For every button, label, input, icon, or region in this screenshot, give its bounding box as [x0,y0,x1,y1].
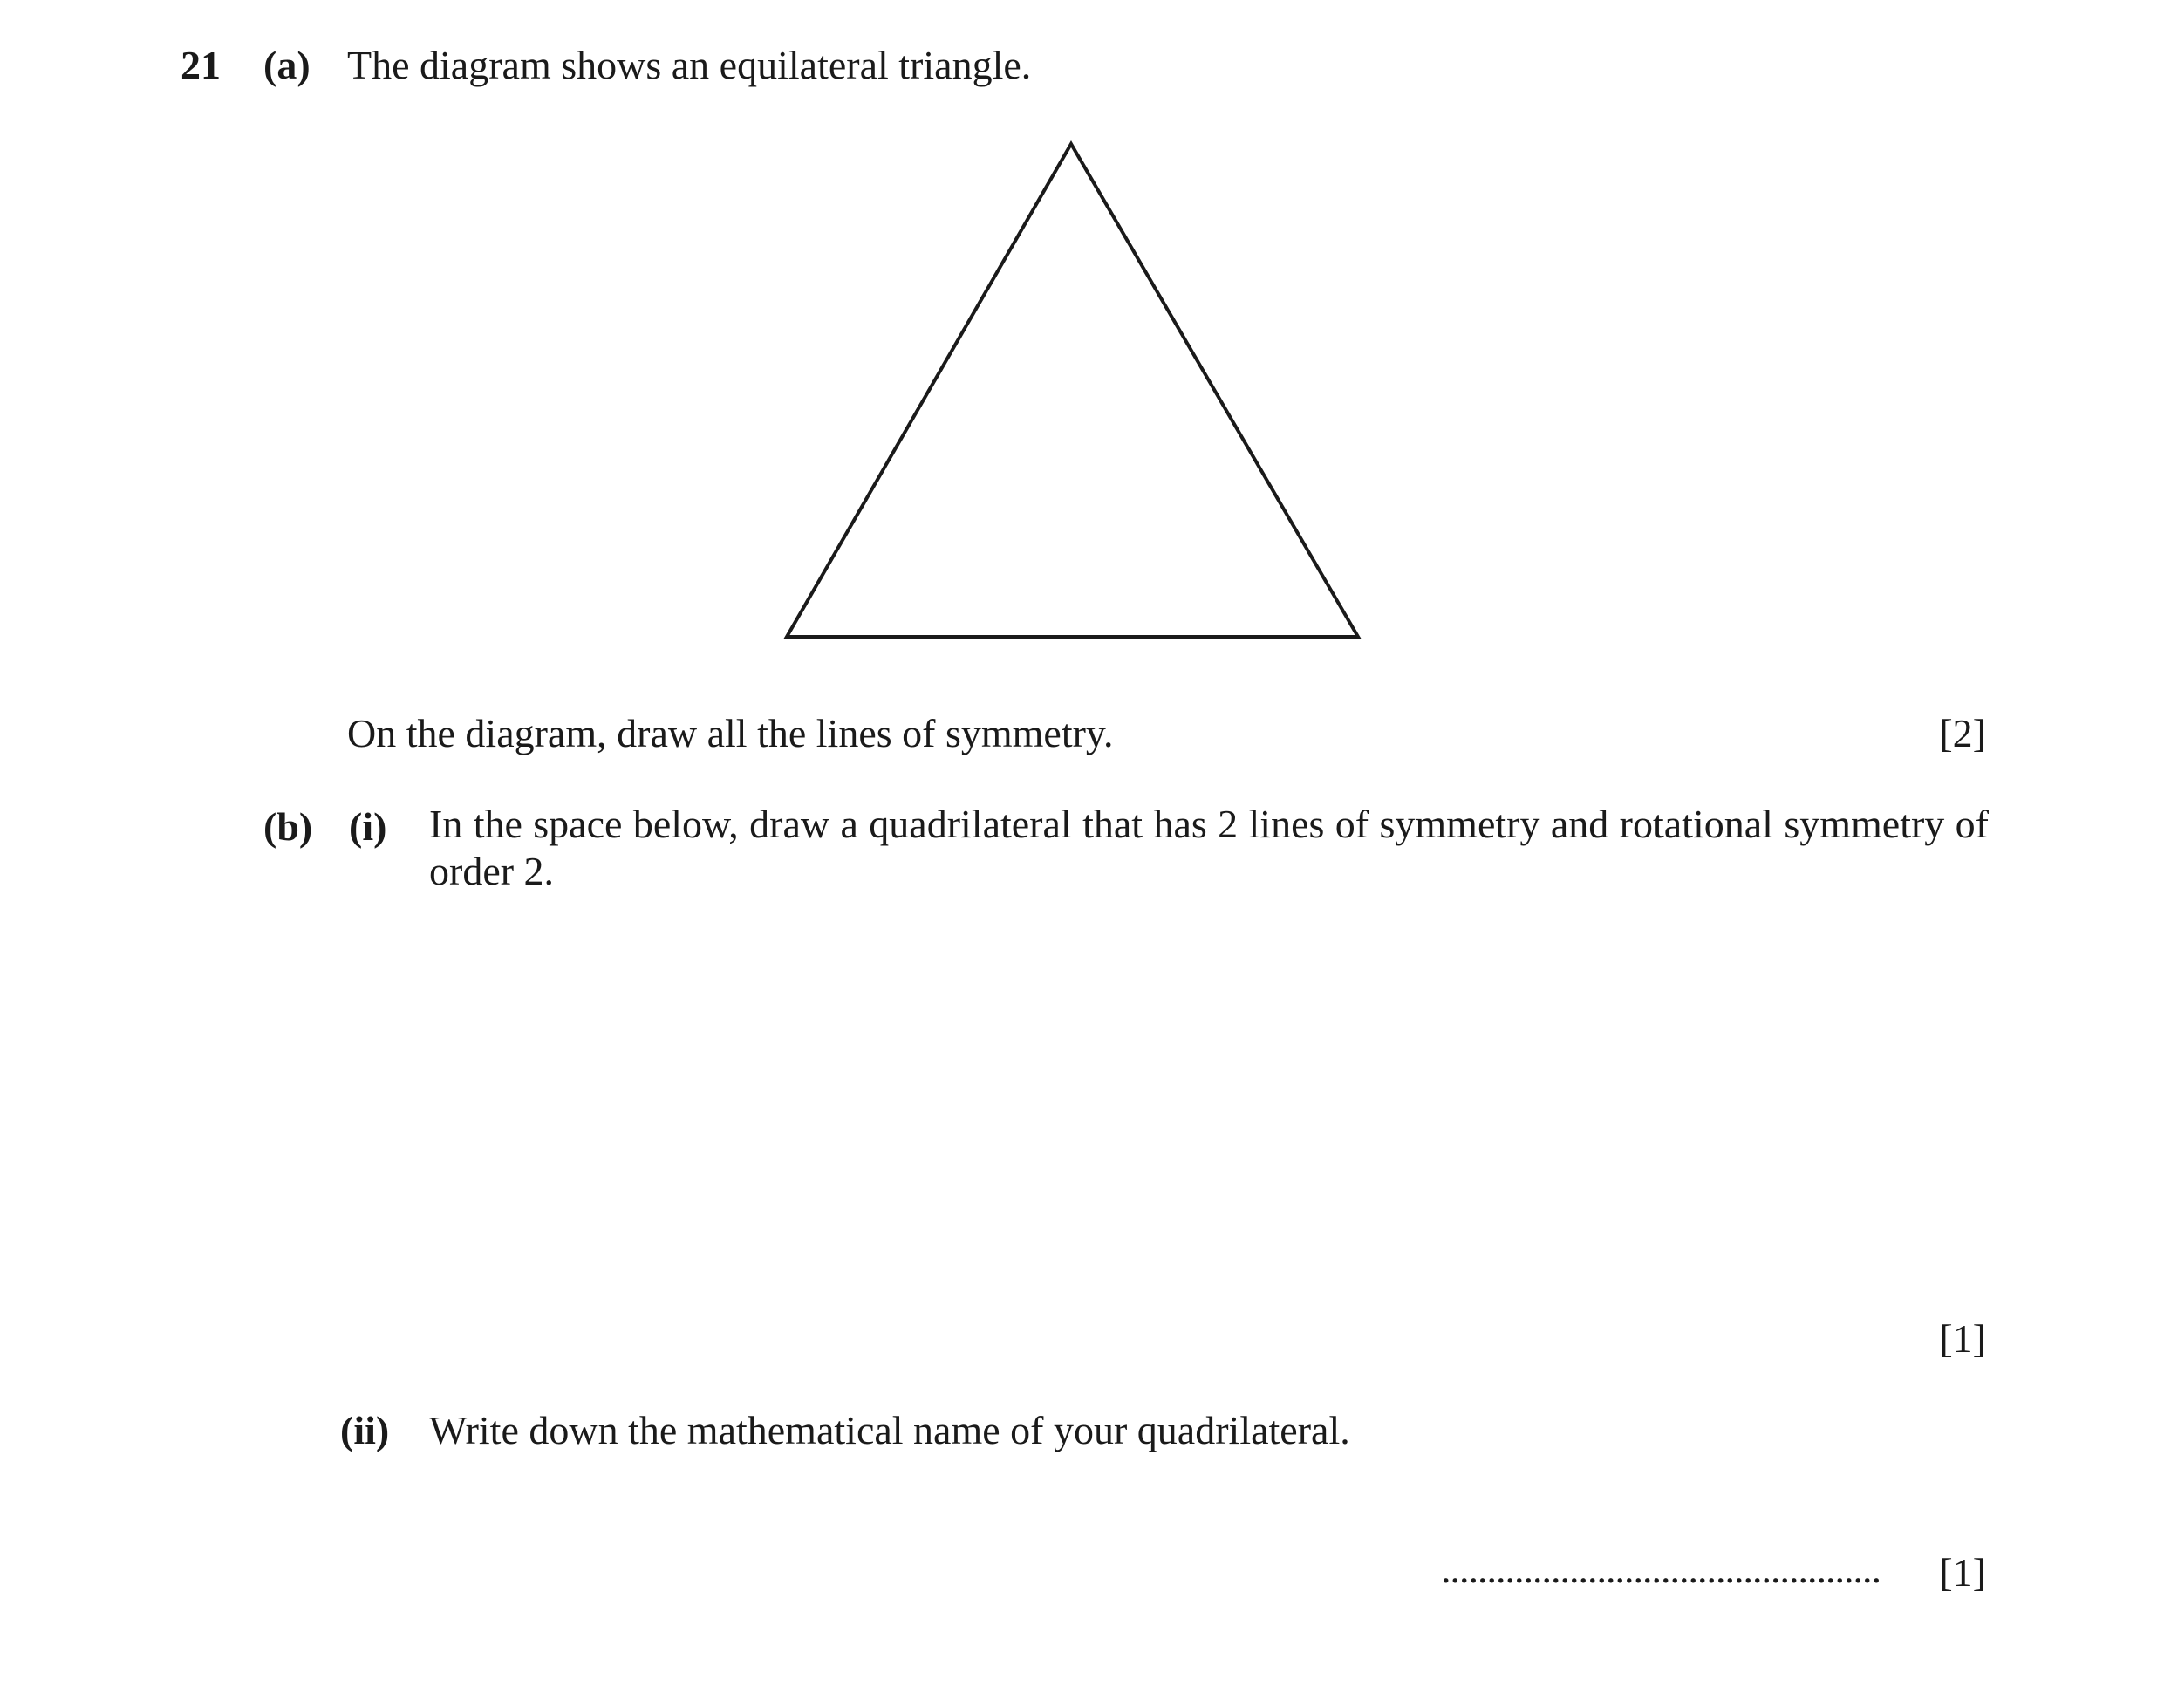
part-b-i-marks: [1] [1939,1316,1986,1361]
part-b-ii-marks: [1] [1939,1550,1986,1595]
part-b-ii-label: (ii) [340,1408,390,1452]
part-a-marks: [2] [1939,711,1986,755]
part-b-i-label: (i) [349,804,387,849]
drawing-answer-space[interactable] [429,907,1989,1308]
part-a-instruction: On the diagram, draw all the lines of symmetry. [347,711,1114,755]
part-b-i-text: In the space below, draw a quadrilateral that has 2 lines of symmetry and rotational symmetry of order 2. [429,802,1989,893]
part-a-intro: The diagram shows an equilateral triangle. [347,43,1032,87]
question-number: 21 [181,43,221,87]
part-b-label: (b) [263,804,313,849]
equilateral-triangle-diagram[interactable] [768,131,1378,654]
part-b-ii-text: Write down the mathematical name of your quadrilateral. [429,1408,1350,1452]
part-a-label: (a) [263,43,311,87]
answer-line[interactable]: ................................................ [1441,1549,1881,1589]
equilateral-triangle [787,144,1358,637]
